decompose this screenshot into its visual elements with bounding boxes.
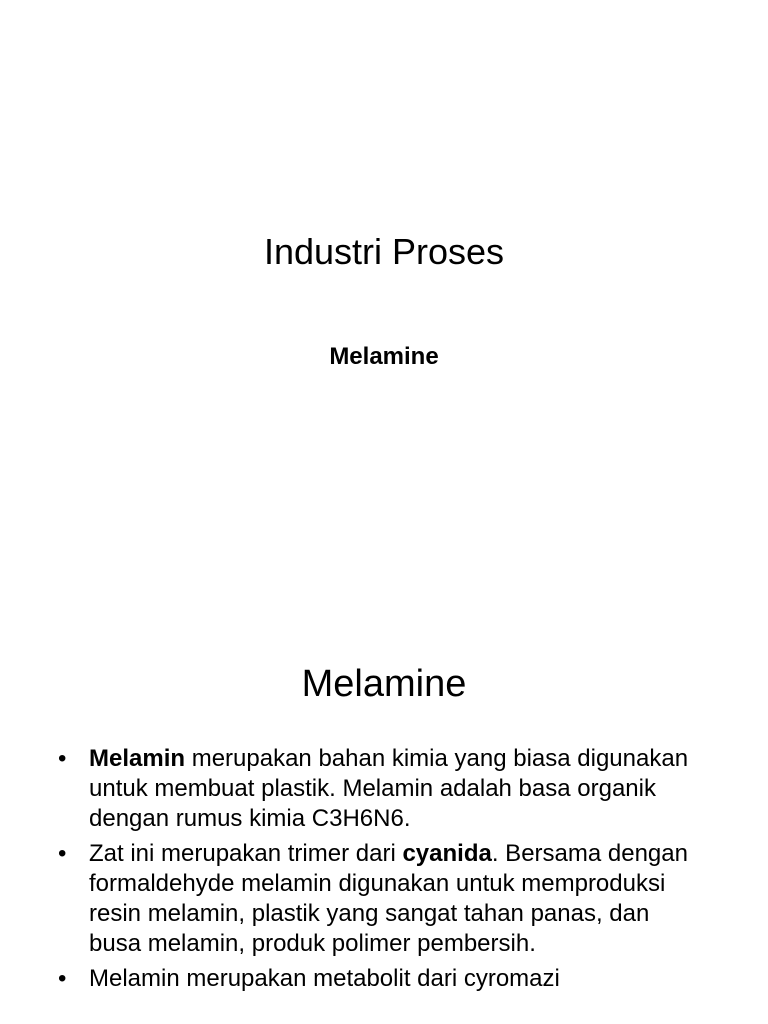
slide-heading: Melamine	[301, 663, 467, 705]
bullet-text: . Bersama dengan formaldehyde melamin digunakan untuk memproduksi resin melamin, plastik yang sangat tahan panas, dan busa melamin, produk polimer pembersih.	[89, 840, 688, 957]
bullet-icon: •	[58, 965, 67, 992]
bullet-icon: •	[58, 840, 67, 867]
bullet-text: Zat ini merupakan trimer dari	[89, 840, 403, 867]
slide-subtitle: Melamine	[329, 343, 439, 370]
bullet-bold-term: Melamin	[89, 745, 186, 772]
list-item	[58, 744, 698, 834]
list-item	[58, 964, 698, 994]
bullet-bold-term: cyanida	[402, 840, 492, 867]
list-item	[58, 839, 698, 959]
slide-title: Industri Proses	[263, 231, 505, 272]
bullet-icon: •	[58, 745, 67, 772]
bullet-text: merupakan bahan kimia yang biasa digunakan untuk membuat plastik. Melamin adalah basa organik dengan rumus kimia C3H6N6.	[89, 745, 689, 832]
slide-content-page	[0, 576, 768, 1024]
bullet-text: Melamin merupakan metabolit dari cyromazi	[89, 965, 560, 992]
bullet-list	[58, 744, 698, 999]
